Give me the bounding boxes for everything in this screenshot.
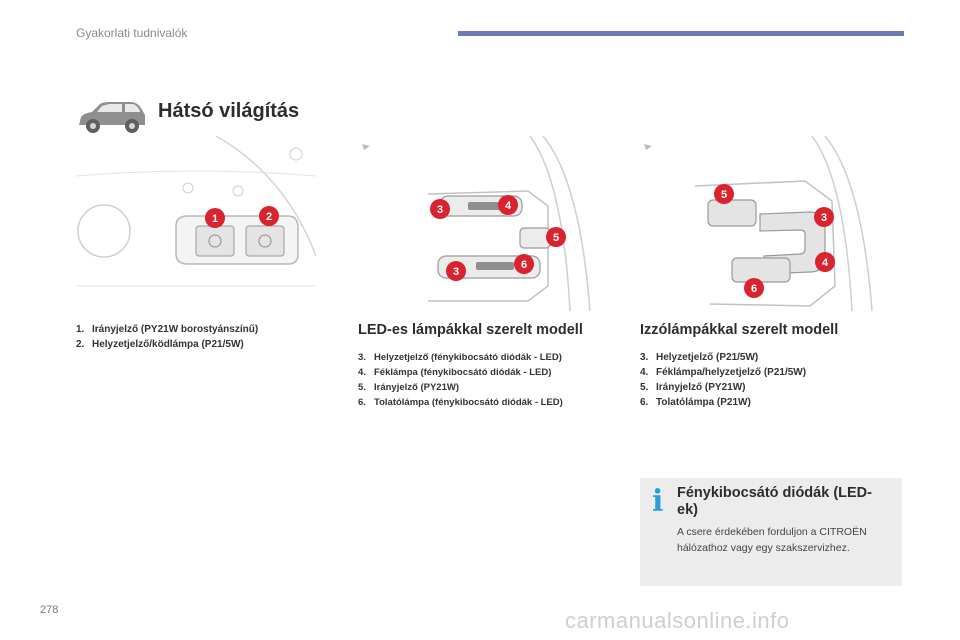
page-number: 278 <box>40 604 59 616</box>
car-side-icon <box>76 98 148 136</box>
legend-item-text: Helyzetjelző/ködlámpa (P21/5W) <box>92 339 244 350</box>
badge-4 <box>815 252 835 272</box>
badge-6 <box>744 278 764 298</box>
legend-item <box>640 395 806 410</box>
legend-item-text: Féklámpa (fénykibocsátó diódák - LED) <box>374 367 552 378</box>
led-model-list <box>358 350 563 410</box>
badge-6-label: 6 <box>520 259 528 271</box>
legend-item <box>640 380 806 395</box>
legend-item <box>358 350 563 365</box>
badge-3-upper-label: 3 <box>436 204 444 216</box>
legend-item-text: Irányjelző (PY21W) <box>656 382 746 393</box>
legend-item-number: 4. <box>640 367 649 378</box>
badge-5 <box>546 227 566 247</box>
legend-item-text: Irányjelző (PY21W) <box>374 382 459 393</box>
bulb-model-list <box>640 350 806 410</box>
bulb-model-heading: Izzólámpákkal szerelt modell <box>640 322 839 338</box>
legend-item <box>358 365 563 380</box>
legend-item <box>76 337 258 352</box>
legend-item-number: 2. <box>76 339 85 350</box>
legend-item <box>358 395 563 410</box>
badge-6-label: 6 <box>750 283 758 295</box>
info-title: Fénykibocsátó diódák (LED-ek) <box>677 485 872 518</box>
legend-item <box>640 365 806 380</box>
badge-5-label: 5 <box>720 189 728 201</box>
legend-item <box>358 380 563 395</box>
badge-1 <box>205 208 225 228</box>
badge-3-lower-label: 3 <box>452 266 460 278</box>
legend-item-text: Tolatólámpa (P21W) <box>656 397 751 408</box>
badge-6 <box>514 254 534 274</box>
legend-item-text: Helyzetjelző (fénykibocsátó diódák - LED) <box>374 352 562 363</box>
bulb-tail-lamp-illustration <box>640 136 880 311</box>
badge-2-label: 2 <box>265 211 273 223</box>
info-icon: i <box>652 484 664 519</box>
legend-item-number: 3. <box>640 352 649 363</box>
legend-item-text: Helyzetjelző (P21/5W) <box>656 352 759 363</box>
badge-4-label: 4 <box>504 200 512 212</box>
rear-bumper-illustration <box>76 136 316 311</box>
header-accent-bar <box>458 31 904 36</box>
left-legend-list <box>76 322 258 352</box>
legend-item-number: 5. <box>640 382 649 393</box>
legend-item <box>640 350 806 365</box>
legend-item-text: Irányjelző (PY21W borostyánszínű) <box>92 324 259 335</box>
badge-1-label: 1 <box>211 213 219 225</box>
led-tail-lamp-illustration <box>358 136 598 311</box>
badge-3-label: 3 <box>820 212 828 224</box>
info-box <box>640 478 902 586</box>
badge-4-label: 4 <box>821 257 829 269</box>
badge-5-label: 5 <box>552 232 560 244</box>
section-title: Hátsó világítás <box>158 100 300 122</box>
badge-5 <box>714 184 734 204</box>
info-text: A csere érdekében forduljon a CITROËN hálózathoz vagy egy szakszervizhez. <box>677 526 867 554</box>
legend-item-number: 6. <box>640 397 649 408</box>
header-title: Gyakorlati tudnivalók <box>76 26 188 40</box>
legend-item-text: Tolatólámpa (fénykibocsátó diódák - LED) <box>374 397 563 408</box>
badge-2 <box>259 206 279 226</box>
legend-item-number: 1. <box>76 324 85 335</box>
legend-item-number: 5. <box>358 382 366 393</box>
legend-item <box>76 322 258 337</box>
badge-3 <box>814 207 834 227</box>
legend-item-number: 6. <box>358 397 366 408</box>
watermark: carmanualsonline.info <box>565 608 790 633</box>
badge-4 <box>498 195 518 215</box>
legend-item-text: Féklámpa/helyzetjelző (P21/5W) <box>656 367 807 378</box>
badge-3-upper <box>430 199 450 219</box>
legend-item-number: 3. <box>358 352 366 363</box>
led-model-heading: LED-es lámpákkal szerelt modell <box>358 322 583 338</box>
badge-3-lower <box>446 261 466 281</box>
legend-item-number: 4. <box>358 367 366 378</box>
